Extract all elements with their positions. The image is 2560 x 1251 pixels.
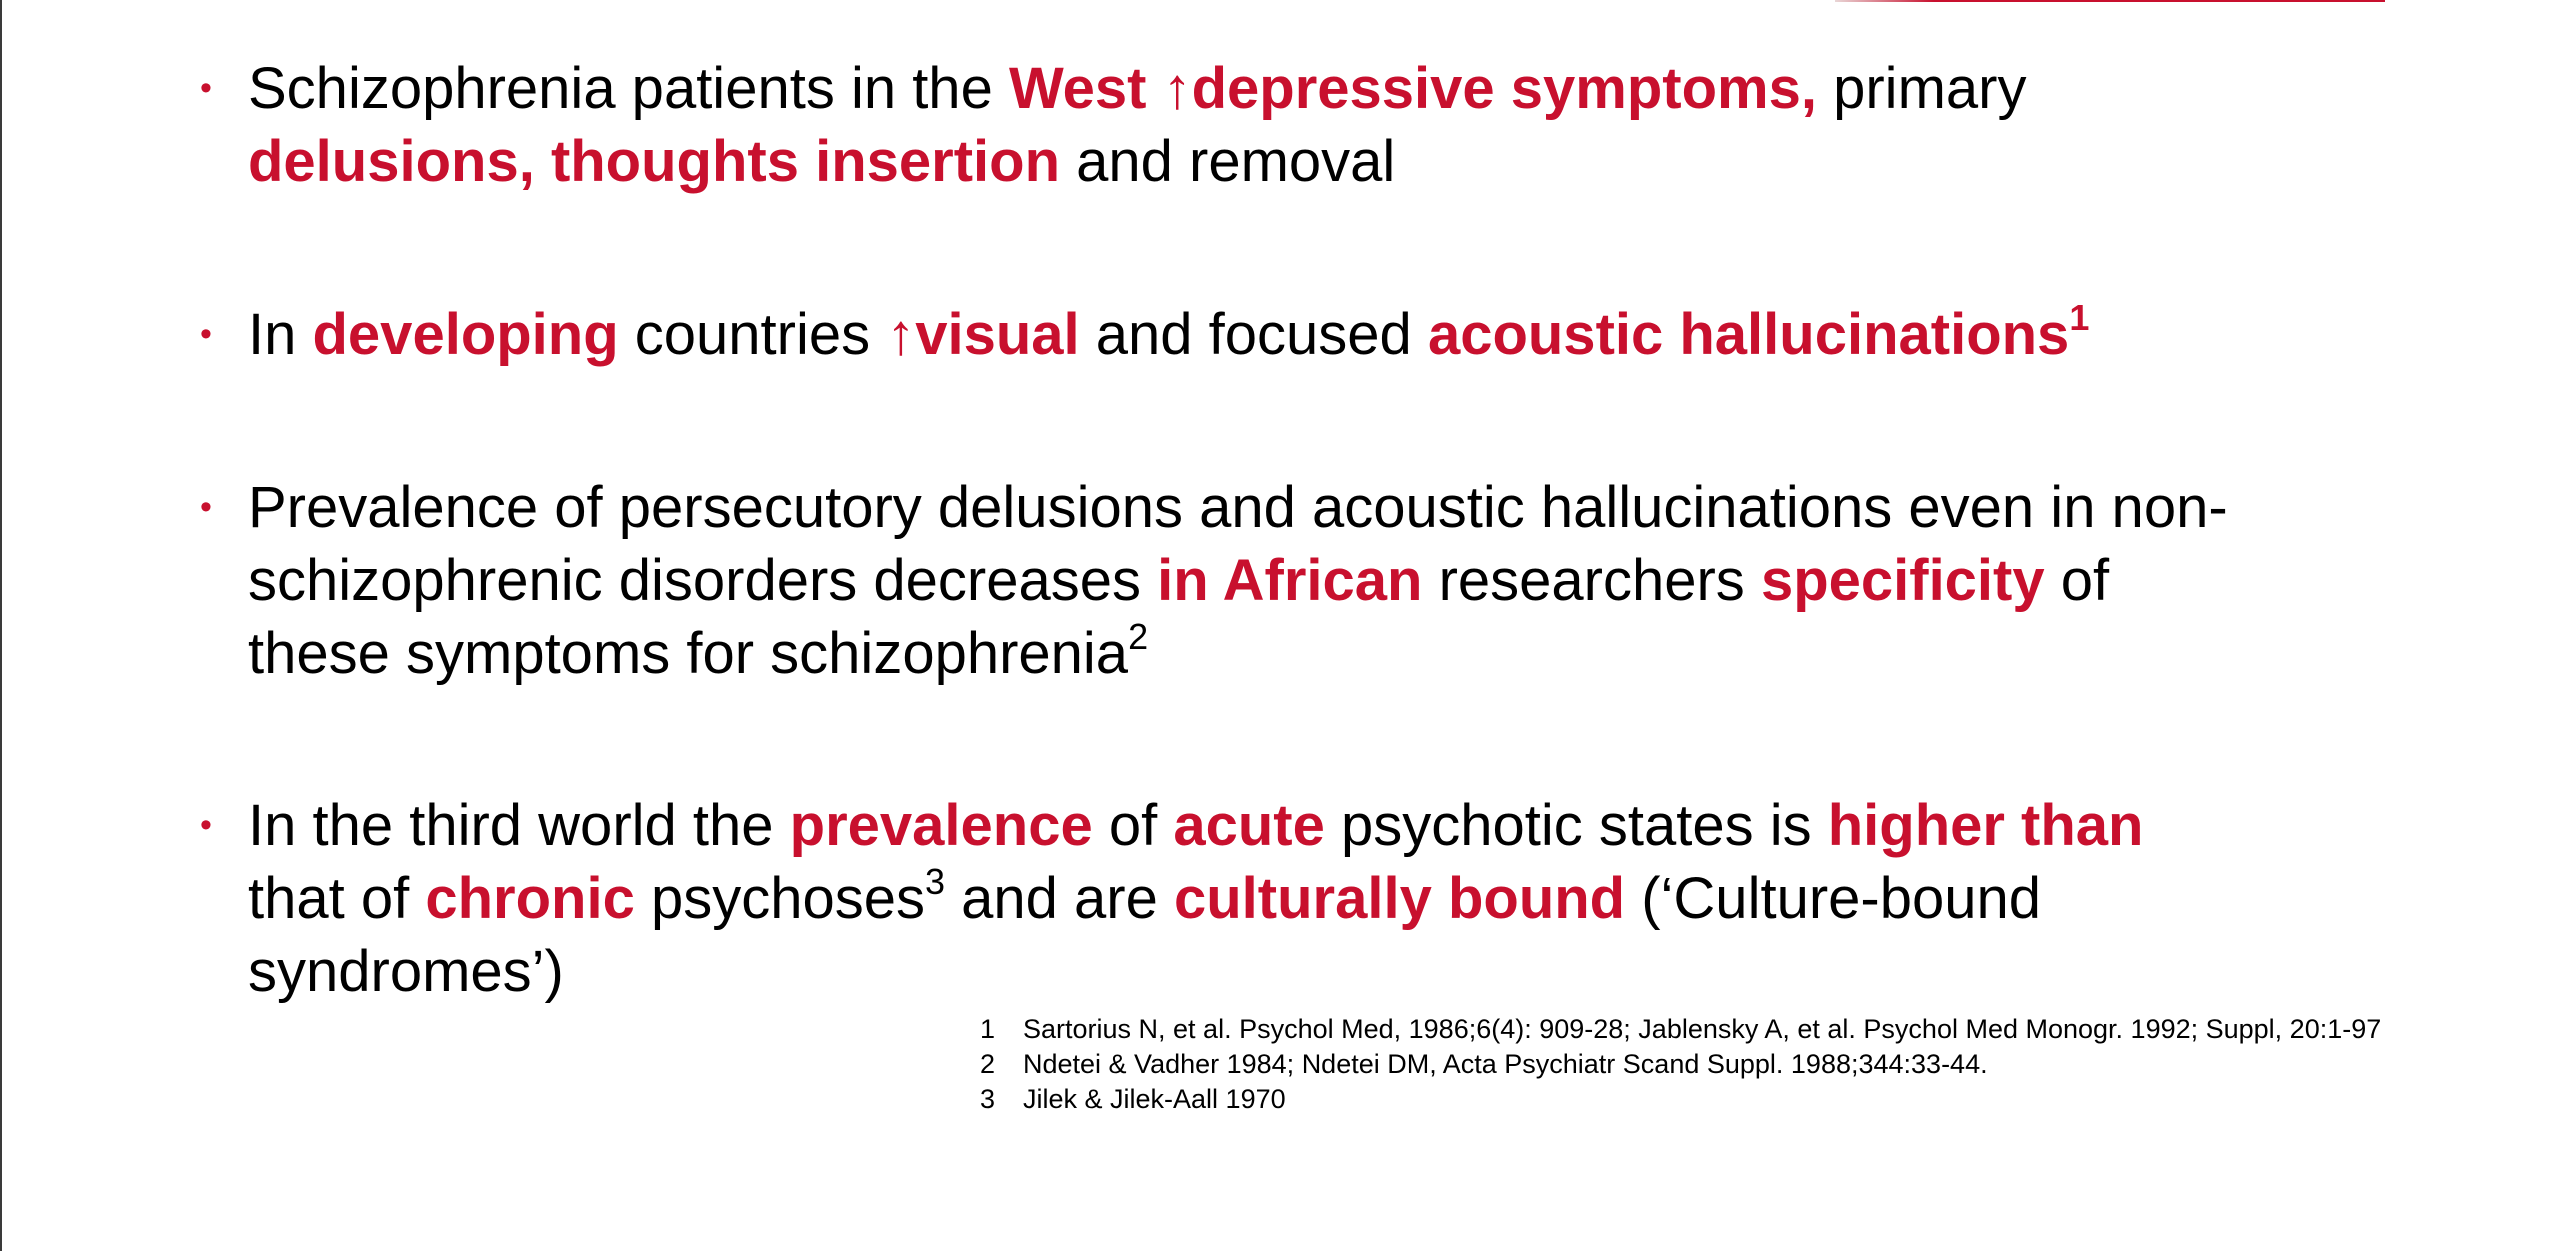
bullet-dot-icon: • [200,315,212,353]
text-segment: that of [248,866,426,931]
text-segment: Prevalence of persecutory delusions and acoustic hallucinations even in non- [248,475,2228,540]
bullet-dot-icon: • [200,69,212,107]
bullet-1-text [248,52,2403,198]
reference-text: Ndetei & Vadher 1984; Ndetei DM, Acta Psychiatr Scand Suppl. 1988;344:33-44. [1023,1049,1988,1079]
highlight-segment: acoustic hallucinations [1427,302,2070,367]
bullet-1 [200,52,2403,198]
text-segment: countries [618,302,887,367]
footnote-marker: 2 [1128,616,1149,657]
highlight-segment: delusions, thoughts insertion [248,129,1060,194]
footnote-marker: 1 [2069,297,2090,338]
reference-number: 2 [980,1049,996,1079]
text-segment: syndromes’) [248,939,564,1004]
text-segment: of [1092,793,1174,858]
text-segment: schizophrenic disorders decreases [248,548,1158,613]
bullet-2 [200,297,2403,371]
text-segment: In [248,302,313,367]
highlight-segment: chronic [425,866,635,931]
text-segment: of [2044,548,2110,613]
text-segment: and are [945,866,1174,931]
text-segment: researchers [1422,548,1761,613]
reference-text: Jilek & Jilek-Aall 1970 [1023,1084,1286,1114]
reference-number: 3 [980,1084,996,1114]
highlight-segment: in African [1157,548,1423,613]
highlight-segment: culturally bound [1173,866,1626,931]
text-segment: and focused [1079,302,1428,367]
highlight-segment: prevalence [789,793,1093,858]
bullet-2-text [248,298,2403,371]
slide-left-border [0,0,2,1251]
highlight-segment: acute [1173,793,1325,858]
reference-item [980,1082,2540,1117]
references-list [980,1012,2540,1117]
text-segment: these symptoms for schizophrenia [248,621,1129,686]
text-segment: psychotic states is [1324,793,1828,858]
highlight-segment: ↑visual [886,302,1080,367]
footnote-marker: 3 [925,861,946,902]
highlight-segment: developing [312,302,619,367]
reference-item [980,1012,2540,1047]
bullet-3-text [248,471,2403,690]
top-accent-line [1835,0,2385,2]
highlight-segment: specificity [1760,548,2045,613]
bullet-dot-icon: • [200,806,212,844]
text-segment: (‘Culture-bound [1625,866,2041,931]
bullet-4 [200,789,2403,1008]
bullet-3 [200,471,2403,690]
text-segment: Schizophrenia patients in the [248,56,1009,121]
reference-item [980,1047,2540,1082]
bullet-4-text [248,789,2403,1008]
bullet-dot-icon: • [200,488,212,526]
highlight-segment: West ↑depressive symptoms, [1008,56,1817,121]
text-segment: In the third world the [248,793,790,858]
highlight-segment: higher than [1827,793,2144,858]
reference-number: 1 [980,1014,996,1044]
text-segment: and removal [1060,129,1396,194]
reference-text: Sartorius N, et al. Psychol Med, 1986;6(4): 909-28; Jablensky A, et al. Psychol Med Monogr. 1992; Suppl, 20:1-97 [1023,1014,2382,1044]
text-segment: primary [1817,56,2027,121]
text-segment: psychoses [634,866,925,931]
